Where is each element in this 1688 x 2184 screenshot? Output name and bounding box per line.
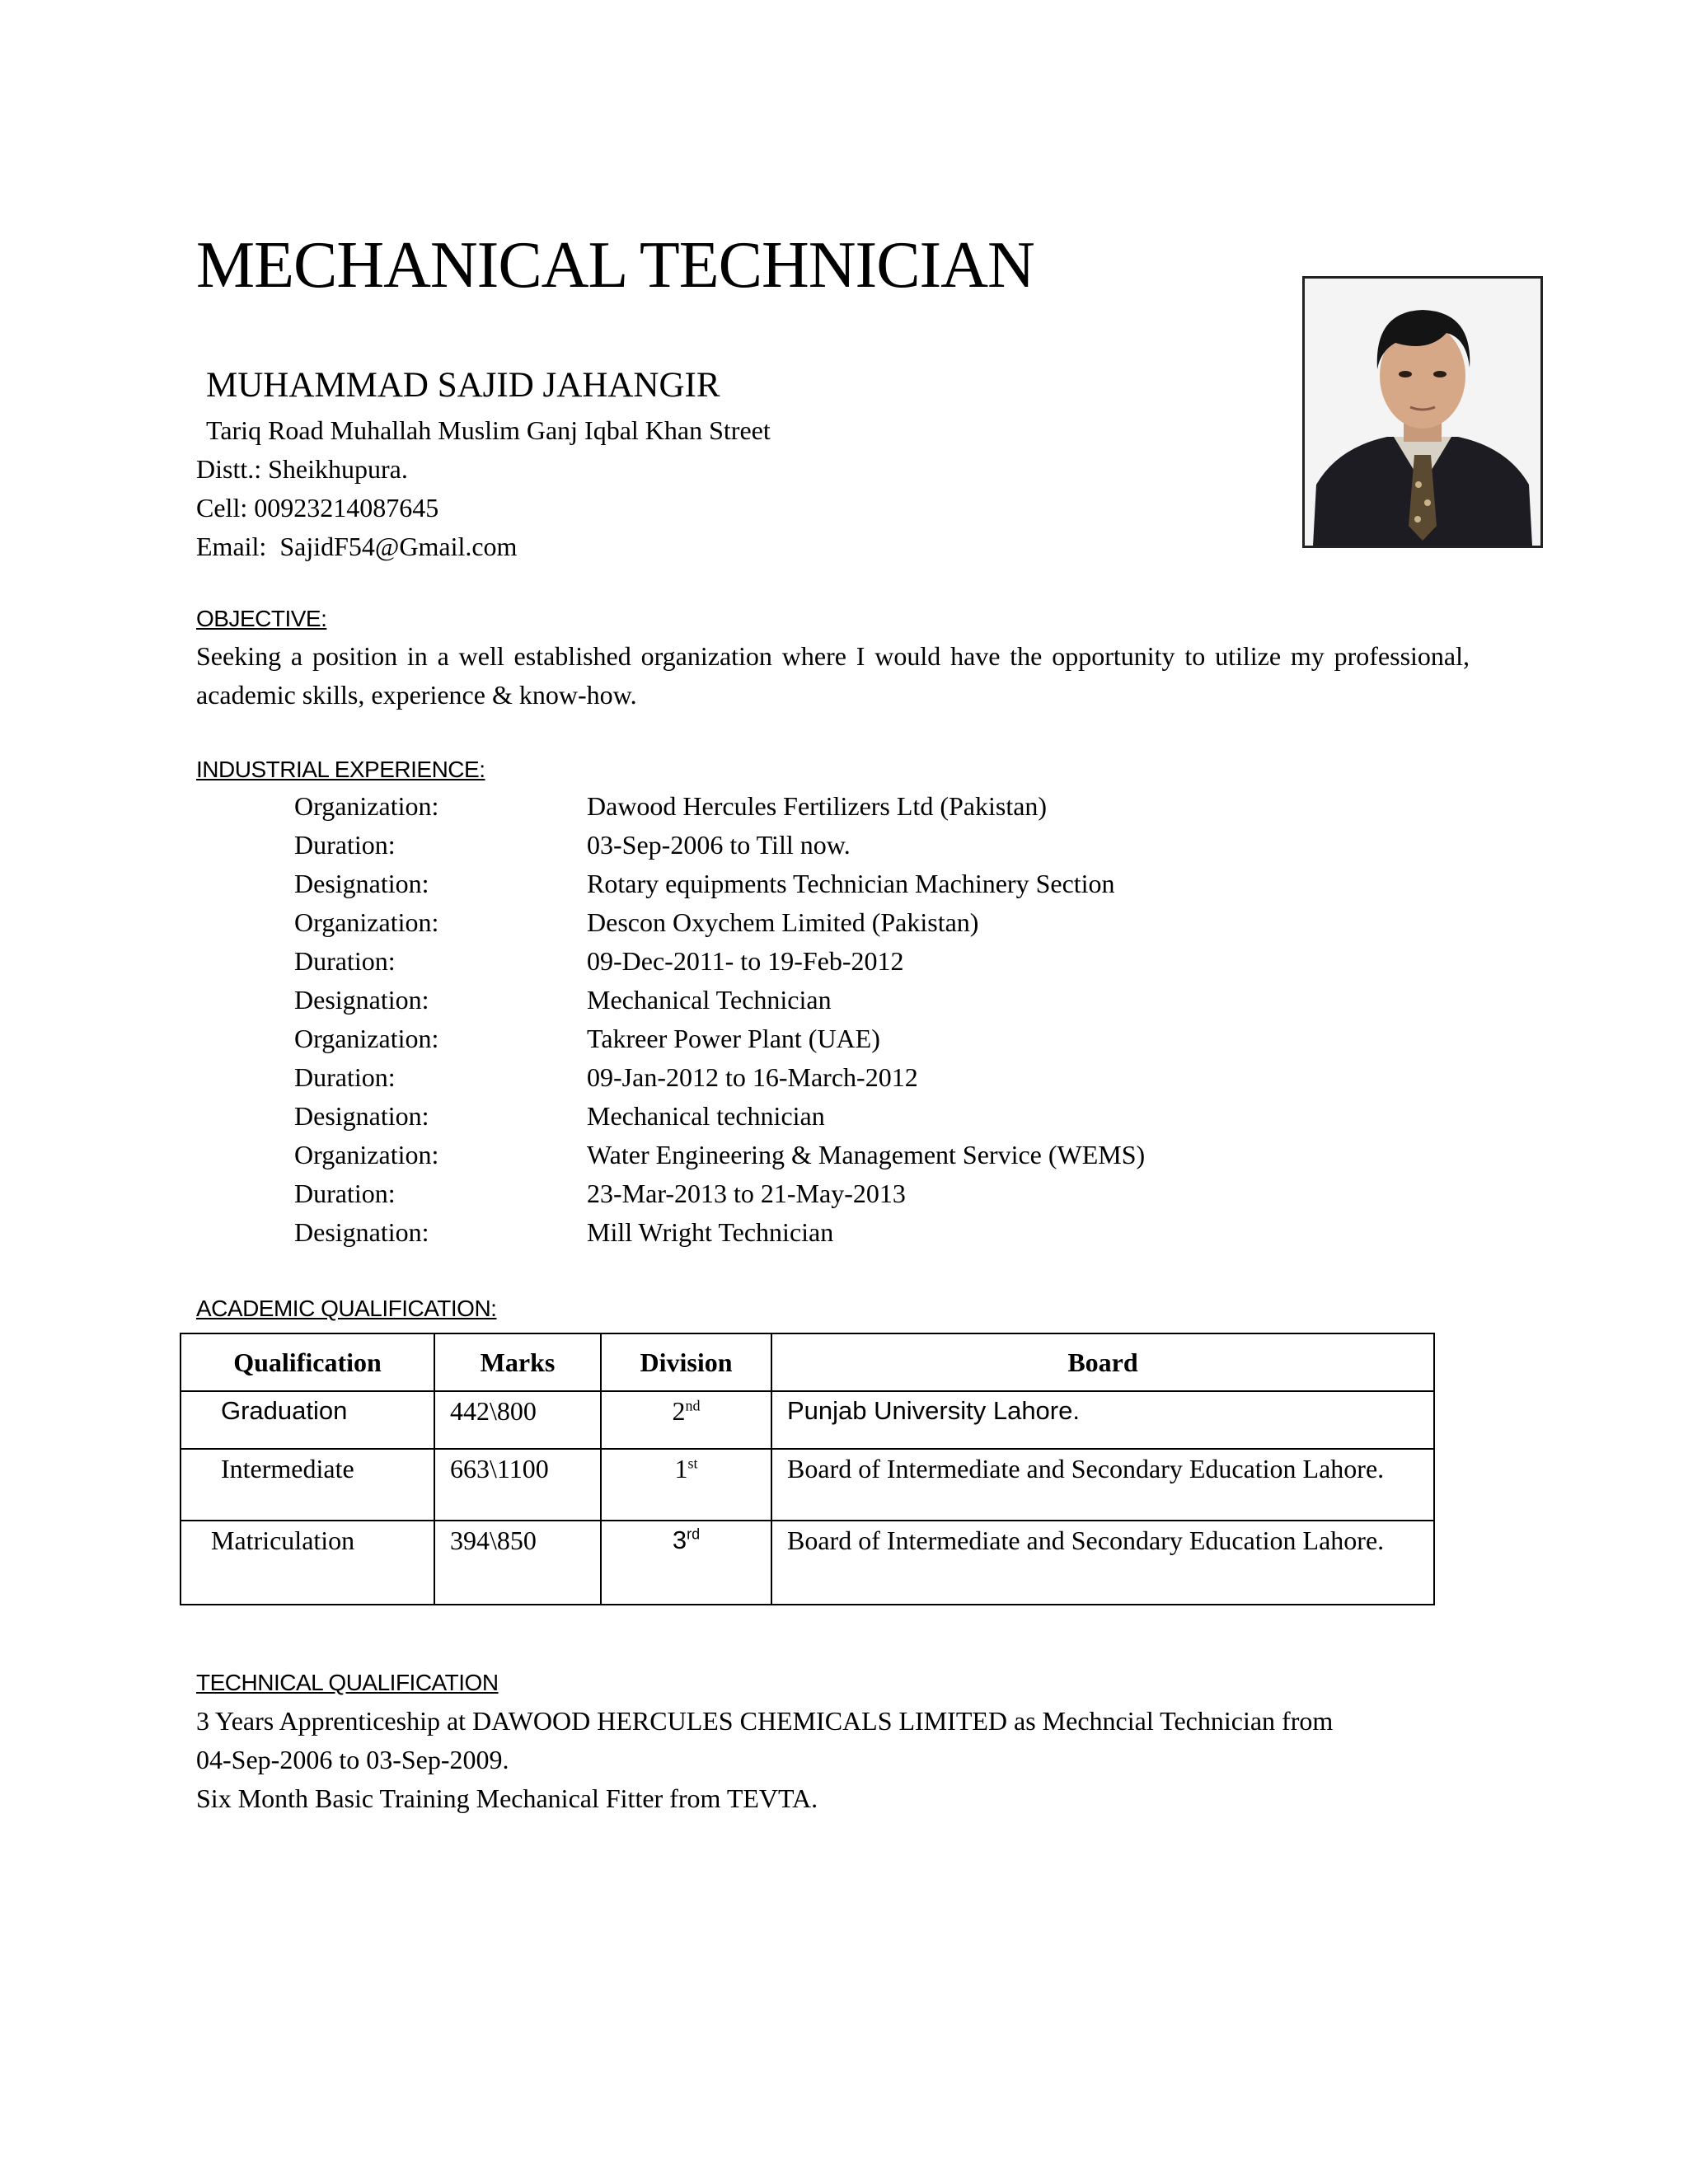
- experience-row: [294, 826, 1145, 865]
- marks-cell: 663\1100: [434, 1449, 601, 1521]
- table-row: [181, 1449, 1434, 1521]
- experience-row: [294, 1174, 1145, 1213]
- marks-cell: 442\800: [434, 1391, 601, 1449]
- column-header-qualification: Qualification: [181, 1333, 434, 1391]
- table-row: [181, 1521, 1434, 1605]
- objective-heading: OBJECTIVE:: [196, 606, 327, 631]
- technical-line: 3 Years Apprenticeship at DAWOOD HERCULES CHEMICALS LIMITED as Mechncial Technician from: [196, 1706, 1334, 1736]
- table-header-row: [181, 1333, 1434, 1391]
- candidate-name: MUHAMMAD SAJID JAHANGIR: [206, 366, 720, 405]
- experience-value: 09-Dec-2011- to 19-Feb-2012: [587, 946, 904, 976]
- division-cell: [601, 1391, 771, 1449]
- experience-label: Organization:: [294, 1140, 439, 1169]
- experience-label: Duration:: [294, 830, 396, 860]
- board-cell: Punjab University Lahore.: [771, 1391, 1434, 1449]
- experience-value: Mechanical Technician: [587, 985, 832, 1015]
- email-label: Email:: [196, 532, 267, 561]
- technical-line: 04-Sep-2006 to 03-Sep-2009.: [196, 1745, 509, 1774]
- qualification-cell: Graduation: [181, 1391, 434, 1449]
- academic-table: [180, 1333, 1435, 1605]
- cell-line: Cell: 00923214087645: [196, 493, 439, 523]
- experience-label: Designation:: [294, 1101, 429, 1131]
- board-cell: Board of Intermediate and Secondary Education Lahore.: [771, 1449, 1434, 1521]
- experience-value: Takreer Power Plant (UAE): [587, 1024, 880, 1053]
- objective-text: Seeking a position in a well established organization where I would have the opportunity to utilize my professional, academic skills, experience & know-how.: [196, 641, 1470, 710]
- board-cell: Board of Intermediate and Secondary Education Lahore.: [771, 1521, 1434, 1605]
- experience-row: [294, 865, 1145, 903]
- technical-line: Six Month Basic Training Mechanical Fitter from TEVTA.: [196, 1783, 818, 1813]
- column-header-board: Board: [771, 1333, 1434, 1391]
- experience-value: 03-Sep-2006 to Till now.: [587, 830, 851, 860]
- experience-row: [294, 1136, 1145, 1174]
- profile-photo: [1302, 276, 1543, 548]
- email-line: [196, 527, 771, 566]
- technical-text: [196, 1702, 1472, 1818]
- column-header-marks: Marks: [434, 1333, 601, 1391]
- experience-row: [294, 787, 1145, 826]
- experience-label: Designation:: [294, 985, 429, 1015]
- district-line: Distt.: Sheikhupura.: [196, 454, 408, 484]
- experience-row: [294, 1019, 1145, 1058]
- academic-heading: ACADEMIC QUALIFICATION:: [196, 1296, 497, 1321]
- experience-row: [294, 1213, 1145, 1252]
- division-cell: [601, 1449, 771, 1521]
- experience-row: [294, 903, 1145, 942]
- experience-label: Designation:: [294, 1217, 429, 1247]
- qualification-cell: Intermediate: [181, 1449, 434, 1521]
- division-suffix: nd: [685, 1397, 701, 1414]
- experience-label: Designation:: [294, 869, 429, 898]
- division-suffix: st: [687, 1455, 698, 1472]
- experience-label: Organization:: [294, 907, 439, 937]
- experience-value: Dawood Hercules Fertilizers Ltd (Pakistan): [587, 791, 1048, 821]
- marks-cell: 394\850: [434, 1521, 601, 1605]
- experience-value: Rotary equipments Technician Machinery Section: [587, 869, 1115, 898]
- experience-value: Water Engineering & Management Service (WEMS): [587, 1140, 1146, 1169]
- email-address: SajidF54@Gmail.com: [279, 532, 518, 561]
- experience-row: [294, 942, 1145, 981]
- qualification-cell: Matriculation: [181, 1521, 434, 1605]
- division-value: 2: [672, 1396, 686, 1426]
- page-title: MECHANICAL TECHNICIAN: [196, 229, 1034, 302]
- experience-value: Mill Wright Technician: [587, 1217, 834, 1247]
- experience-list: [294, 787, 1145, 1252]
- experience-heading: INDUSTRIAL EXPERIENCE:: [196, 757, 485, 782]
- experience-row: [294, 1058, 1145, 1097]
- experience-label: Organization:: [294, 791, 439, 821]
- experience-value: 09-Jan-2012 to 16-March-2012: [587, 1062, 918, 1092]
- table-row: [181, 1391, 1434, 1449]
- experience-label: Organization:: [294, 1024, 439, 1053]
- experience-label: Duration:: [294, 1179, 396, 1208]
- experience-value: Descon Oxychem Limited (Pakistan): [587, 907, 979, 937]
- division-suffix: rd: [687, 1526, 701, 1543]
- division-value: 1: [674, 1454, 688, 1483]
- experience-row: [294, 1097, 1145, 1136]
- experience-value: 23-Mar-2013 to 21-May-2013: [587, 1179, 906, 1208]
- column-header-division: Division: [601, 1333, 771, 1391]
- experience-label: Duration:: [294, 1062, 396, 1092]
- address-line: Tariq Road Muhallah Muslim Ganj Iqbal Khan Street: [206, 415, 771, 445]
- experience-label: Duration:: [294, 946, 396, 976]
- division-cell: [601, 1521, 771, 1605]
- experience-row: [294, 981, 1145, 1019]
- contact-block: [196, 363, 771, 566]
- technical-heading: TECHNICAL QUALIFICATION: [196, 1670, 499, 1695]
- experience-value: Mechanical technician: [587, 1101, 825, 1131]
- division-value: 3: [672, 1526, 687, 1554]
